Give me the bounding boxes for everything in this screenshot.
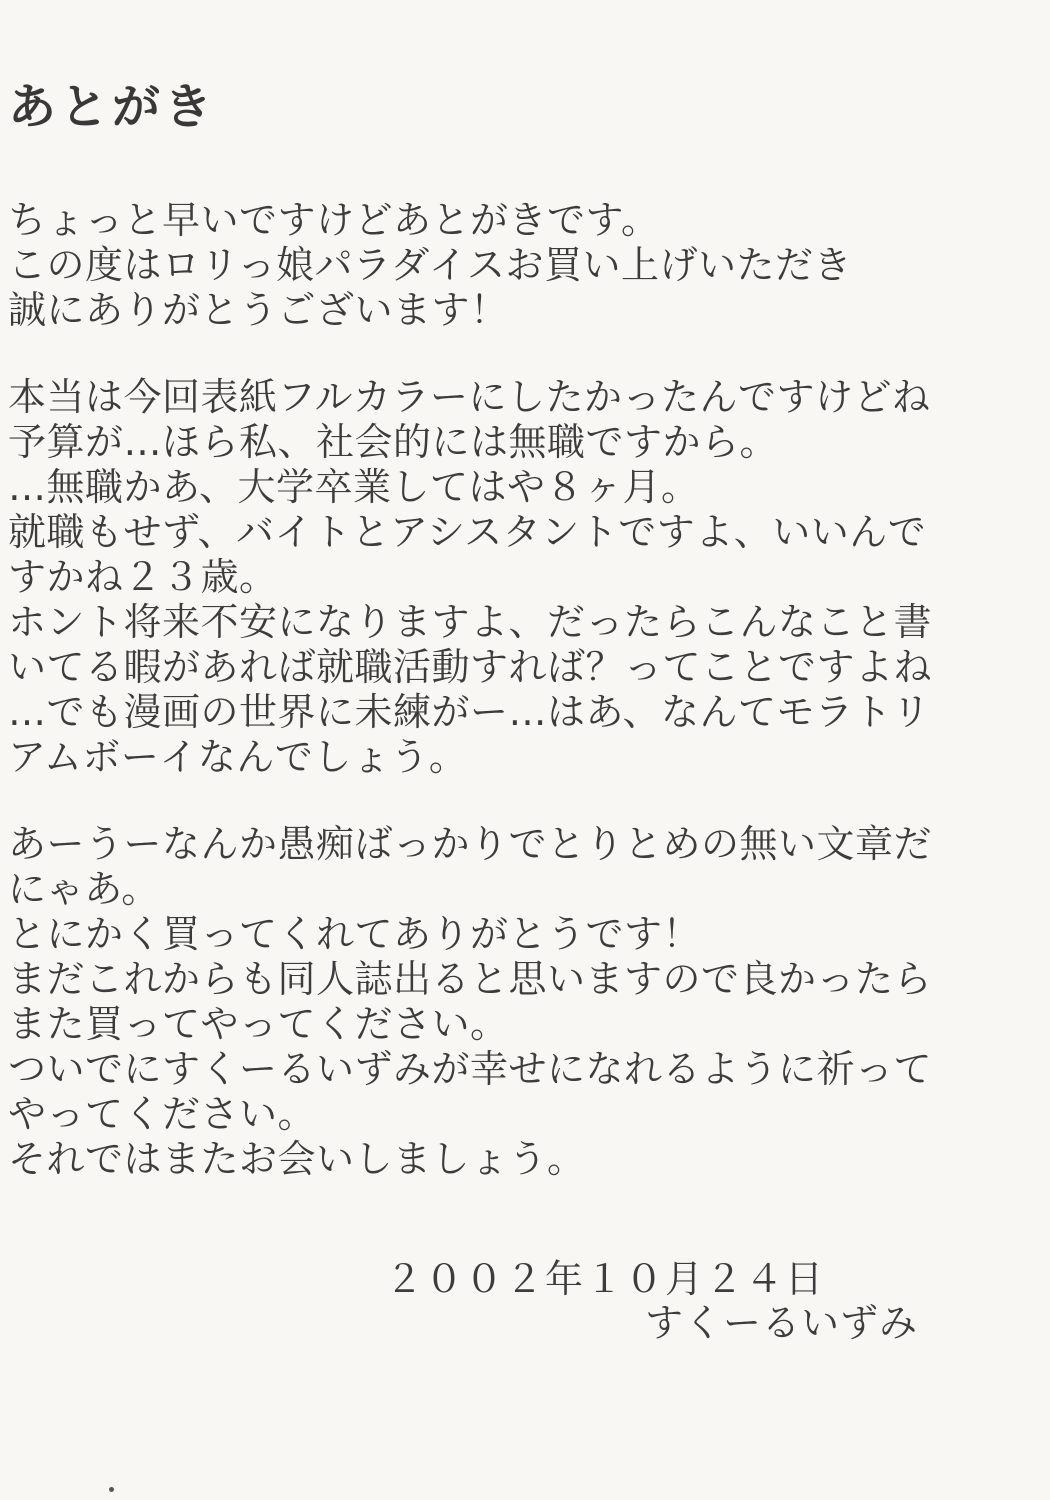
date: ２００２年１０月２４日 [385, 1257, 826, 1301]
signature: すくーるいずみ [645, 1301, 919, 1345]
paragraph-thanks [8, 822, 998, 1182]
text-line: この度はロリっ娘パラダイスお買い上げいただき [8, 243, 852, 287]
text-line: …無職かあ、大学卒業してはや８ヶ月。 [8, 465, 700, 509]
text-line: それではまたお会いしましょう。 [8, 1137, 586, 1181]
text-line: ホント将来不安になりますよ、だったらこんなこと書 [8, 600, 933, 644]
text-line: 予算が…ほら私、社会的には無職ですから。 [8, 420, 779, 464]
paragraph-greeting [8, 198, 998, 333]
text-line: まだこれからも同人誌出ると思いますので良かったら [8, 957, 933, 1001]
paragraph-musings [8, 375, 998, 780]
text-line: アムボーイなんでしょう。 [8, 735, 468, 779]
text-line: 本当は今回表紙フルカラーにしたかったんですけどね [8, 375, 931, 419]
text-line: やってください。 [8, 1092, 317, 1136]
text-line: また買ってやってください。 [8, 1002, 509, 1046]
text-line: 就職もせず、バイトとアシスタントですよ、いいんで [8, 510, 927, 554]
text-line: いてる暇があれば就職活動すれば？ってことですよね [8, 645, 933, 689]
text-line: ちょっと早いですけどあとがきです。 [8, 198, 660, 242]
text-line: ついでにすくーるいずみが幸せになれるように祈って [8, 1047, 933, 1091]
text-line: 誠にありがとうございます！ [8, 288, 509, 332]
page-title: あとがき [8, 79, 217, 135]
text-line: とにかく買ってくれてありがとうです！ [8, 912, 702, 956]
text-line: …でも漫画の世界に未練がー…はあ、なんてモラトリ [8, 690, 931, 734]
scan-speck [109, 1487, 114, 1492]
text-line: すかね２３歳。 [8, 555, 278, 599]
afterword-body [8, 198, 998, 1224]
text-line: にゃあ。 [8, 867, 160, 911]
text-line: あーうーなんか愚痴ばっかりでとりとめの無い文章だ [8, 822, 933, 866]
